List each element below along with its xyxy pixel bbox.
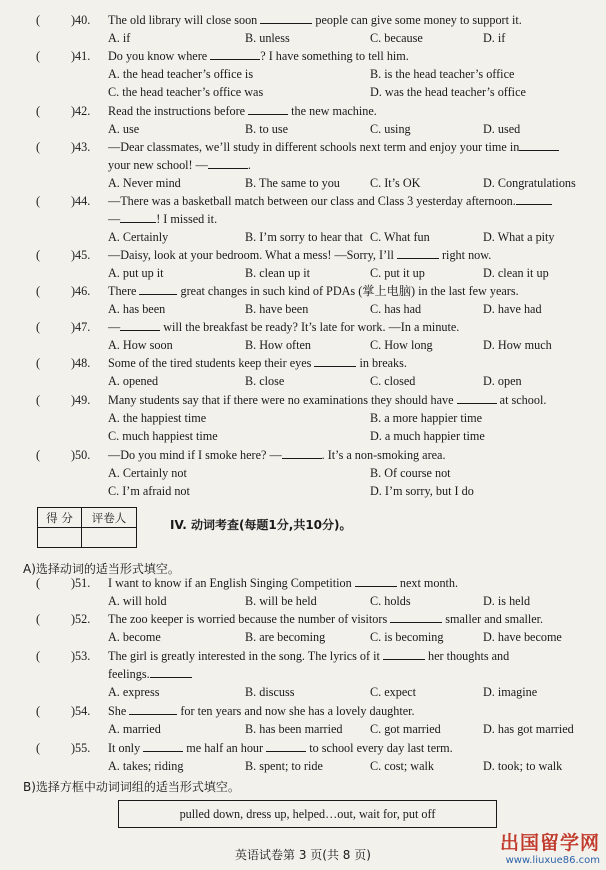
stem-text: She — [108, 704, 130, 718]
answer-blank[interactable] — [282, 446, 322, 459]
option-a[interactable]: A. put up it — [108, 266, 164, 280]
word-box: pulled down, dress up, helped…out, wait for, put off — [118, 800, 497, 828]
option-d[interactable]: D. used — [483, 122, 521, 136]
answer-blank[interactable] — [248, 102, 288, 115]
question-40 — [0, 11, 606, 45]
option-c[interactable]: C. put it up — [370, 266, 425, 280]
question-stem — [108, 47, 409, 65]
option-c[interactable]: C. cost; walk — [370, 759, 434, 773]
option-b[interactable]: B. unless — [245, 31, 290, 45]
answer-paren[interactable]: ( — [36, 320, 41, 334]
grader-label: 评卷人 — [82, 508, 137, 528]
part-a-title: A)选择动词的适当形式填空。 — [23, 562, 180, 576]
question-number: )44. — [71, 194, 91, 208]
question-51 — [0, 574, 606, 608]
option-b[interactable]: B. a more happier time — [370, 411, 483, 425]
option-a[interactable]: A. express — [108, 685, 160, 699]
answer-blank[interactable] — [139, 282, 177, 295]
question-line — [0, 192, 606, 210]
question-54 — [0, 702, 606, 736]
option-b[interactable]: B. spent; to ride — [245, 759, 323, 773]
answer-paren[interactable]: ( — [36, 612, 41, 626]
stem-text: great changes in such kind of PDAs (掌上电脑) in the last few years. — [177, 284, 519, 298]
stem-text: —Dear classmates, we’ll study in different schools next term and enjoy your time in — [108, 140, 520, 154]
question-number: )51. — [71, 576, 91, 590]
stem-text: Read the instructions before — [108, 104, 249, 118]
option-d[interactable]: D. I’m sorry, but I do — [370, 484, 474, 498]
question-stem-cont — [108, 210, 217, 228]
option-c[interactable]: C. much happiest time — [108, 429, 218, 443]
question-line — [0, 610, 606, 628]
stem-text: Do you know where — [108, 49, 211, 63]
answer-paren[interactable]: ( — [36, 140, 41, 154]
answer-paren[interactable]: ( — [36, 741, 41, 755]
answer-blank[interactable] — [120, 318, 160, 331]
part-b-title: B)选择方框中动词词组的适当形式填空。 — [23, 780, 240, 794]
stem-text: The old library will close soon — [108, 13, 261, 27]
option-b[interactable]: B. How often — [245, 338, 312, 352]
question-line-2 — [0, 210, 606, 228]
stem-text: right now. — [438, 248, 492, 262]
option-b[interactable]: B. clean up it — [245, 266, 310, 280]
question-number: )50. — [71, 448, 91, 462]
option-a[interactable]: A. use — [108, 122, 140, 136]
answer-blank[interactable] — [314, 354, 356, 367]
question-number: )48. — [71, 356, 91, 370]
question-line — [0, 391, 606, 409]
question-line — [0, 138, 606, 156]
question-stem — [108, 102, 377, 120]
question-line — [0, 574, 606, 592]
question-number: )55. — [71, 741, 91, 755]
option-a[interactable]: A. Certainly not — [108, 466, 187, 480]
stem-text: It only — [108, 741, 144, 755]
answer-paren[interactable]: ( — [36, 284, 41, 298]
answer-paren[interactable]: ( — [36, 248, 41, 262]
question-stem-cont — [108, 156, 251, 174]
question-number: )53. — [71, 649, 91, 663]
score-cell — [38, 528, 82, 548]
option-a[interactable]: A. become — [108, 630, 161, 644]
option-a[interactable]: A. opened — [108, 374, 159, 388]
question-line-2 — [0, 156, 606, 174]
stem-text: —Daisy, look at your bedroom. What a mess! —Sorry, I’ll — [108, 248, 397, 262]
stem-text: at school. — [496, 393, 547, 407]
answer-paren[interactable]: ( — [36, 104, 41, 118]
answer-paren[interactable]: ( — [36, 649, 41, 663]
question-46 — [0, 282, 606, 316]
stem-text: — — [108, 320, 121, 334]
option-d[interactable]: D. have had — [483, 302, 542, 316]
answer-blank[interactable] — [210, 47, 260, 60]
option-c[interactable]: C. has had — [370, 302, 422, 316]
stem-text: —Do you mind if I smoke here? — — [108, 448, 282, 462]
option-a[interactable]: A. Never mind — [108, 176, 181, 190]
option-d[interactable]: D. have become — [483, 630, 562, 644]
question-line — [0, 739, 606, 757]
stem-text: ! I missed it. — [156, 212, 218, 226]
stem-text: — — [108, 212, 121, 226]
question-line — [0, 282, 606, 300]
question-line — [0, 318, 606, 336]
question-stem — [108, 391, 546, 409]
question-stem — [108, 702, 415, 720]
option-b[interactable]: B. will be held — [245, 594, 317, 608]
watermark-url: www.liuxue86.com — [505, 855, 600, 866]
answer-paren[interactable]: ( — [36, 13, 41, 27]
question-43 — [0, 138, 606, 190]
option-a[interactable]: A. takes; riding — [108, 759, 184, 773]
question-47 — [0, 318, 606, 352]
score-table — [37, 507, 137, 548]
option-d[interactable]: D. has got married — [483, 722, 574, 736]
option-c[interactable]: C. How long — [370, 338, 433, 352]
question-stem — [108, 739, 453, 757]
option-b[interactable]: B. I’m sorry to hear that — [245, 230, 363, 244]
question-52 — [0, 610, 606, 644]
option-b[interactable]: B. Of course not — [370, 466, 451, 480]
stem-text: next month. — [396, 576, 459, 590]
question-line-2 — [0, 665, 606, 683]
question-stem — [108, 246, 491, 264]
answer-blank[interactable] — [260, 11, 312, 24]
option-b[interactable]: B. is the head teacher’s office — [370, 67, 515, 81]
option-d[interactable]: D. is held — [483, 594, 531, 608]
answer-blank[interactable] — [457, 391, 497, 404]
question-stem — [108, 11, 522, 29]
answer-paren[interactable]: ( — [36, 49, 41, 63]
section-title: IV. 动词考查(每题1分,共10分)。 — [170, 518, 352, 532]
option-a[interactable]: A. will hold — [108, 594, 167, 608]
page-footer: 英语试卷第 3 页(共 8 页) — [235, 848, 371, 862]
question-44 — [0, 192, 606, 244]
option-d[interactable]: D. How much — [483, 338, 552, 352]
answer-blank[interactable] — [120, 210, 156, 223]
question-stem — [108, 318, 459, 336]
question-stem — [108, 647, 509, 665]
answer-blank[interactable] — [143, 739, 183, 752]
answer-blank[interactable] — [355, 574, 397, 587]
answer-blank[interactable] — [266, 739, 306, 752]
stem-text: to school every day last term. — [306, 741, 453, 755]
question-number: )52. — [71, 612, 91, 626]
question-number: )41. — [71, 49, 91, 63]
question-line — [0, 102, 606, 120]
answer-blank[interactable] — [390, 610, 442, 623]
question-line — [0, 702, 606, 720]
option-b[interactable]: B. are becoming — [245, 630, 326, 644]
question-number: )54. — [71, 704, 91, 718]
stem-text: . — [247, 158, 251, 172]
option-b[interactable]: B. to use — [245, 122, 288, 136]
question-line — [0, 446, 606, 464]
stem-text: feelings. — [108, 667, 150, 681]
stem-text: me half an hour — [183, 741, 267, 755]
question-stem — [108, 354, 407, 372]
option-a[interactable]: A. the happiest time — [108, 411, 207, 425]
option-d[interactable]: D. clean it up — [483, 266, 549, 280]
option-a[interactable]: A. Certainly — [108, 230, 169, 244]
question-number: )46. — [71, 284, 91, 298]
stem-text: her thoughts and — [424, 649, 510, 663]
option-b[interactable]: B. have been — [245, 302, 309, 316]
score-label: 得 分 — [38, 508, 82, 528]
answer-blank[interactable] — [208, 156, 248, 169]
option-c[interactable]: C. using — [370, 122, 411, 136]
answer-paren[interactable]: ( — [36, 393, 41, 407]
question-number: )47. — [71, 320, 91, 334]
option-c[interactable]: C. It’s OK — [370, 176, 421, 190]
option-a[interactable]: A. the head teacher’s office is — [108, 67, 254, 81]
option-a[interactable]: A. if — [108, 31, 131, 45]
question-stem — [108, 610, 543, 628]
answer-blank[interactable] — [150, 665, 192, 678]
answer-paren[interactable]: ( — [36, 448, 41, 462]
option-c[interactable]: C. got married — [370, 722, 441, 736]
answer-paren[interactable]: ( — [36, 194, 41, 208]
question-42 — [0, 102, 606, 136]
option-c[interactable]: C. holds — [370, 594, 411, 608]
question-41 — [0, 47, 606, 99]
stem-text: There — [108, 284, 140, 298]
option-c[interactable]: C. because — [370, 31, 423, 45]
question-number: )40. — [71, 13, 91, 27]
question-stem — [108, 282, 519, 300]
question-line — [0, 47, 606, 65]
stem-text: Some of the tired students keep their eyes — [108, 356, 315, 370]
answer-blank[interactable] — [129, 702, 177, 715]
question-stem — [108, 192, 552, 210]
option-c[interactable]: C. the head teacher’s office was — [108, 85, 264, 99]
option-b[interactable]: B. discuss — [245, 685, 295, 699]
question-55 — [0, 739, 606, 773]
question-50 — [0, 446, 606, 498]
stem-text: I want to know if an English Singing Competition — [108, 576, 355, 590]
watermark-logo — [500, 828, 600, 866]
question-stem — [108, 574, 458, 592]
option-c[interactable]: C. I’m afraid not — [108, 484, 190, 498]
grader-cell — [82, 528, 137, 548]
option-b[interactable]: B. close — [245, 374, 285, 388]
option-c[interactable]: C. is becoming — [370, 630, 444, 644]
answer-paren[interactable]: ( — [36, 704, 41, 718]
option-d[interactable]: D. Congratulations — [483, 176, 576, 190]
stem-text: for ten years and now she has a lovely daughter. — [177, 704, 415, 718]
question-49 — [0, 391, 606, 443]
option-c[interactable]: C. What fun — [370, 230, 430, 244]
option-d[interactable]: D. if — [483, 31, 506, 45]
question-line — [0, 354, 606, 372]
question-line — [0, 647, 606, 665]
option-d[interactable]: D. a much happier time — [370, 429, 485, 443]
question-line — [0, 246, 606, 264]
option-b[interactable]: B. The same to you — [245, 176, 340, 190]
answer-blank[interactable] — [383, 647, 425, 660]
option-b[interactable]: B. has been married — [245, 722, 343, 736]
question-number: )45. — [71, 248, 91, 262]
option-d[interactable]: D. took; to walk — [483, 759, 563, 773]
stem-text: Many students say that if there were no examinations they should have — [108, 393, 457, 407]
option-d[interactable]: D. What a pity — [483, 230, 555, 244]
answer-blank[interactable] — [397, 246, 439, 259]
question-53 — [0, 647, 606, 699]
stem-text: smaller and smaller. — [442, 612, 544, 626]
answer-blank[interactable] — [516, 192, 552, 205]
question-45 — [0, 246, 606, 280]
option-d[interactable]: D. open — [483, 374, 522, 388]
question-48 — [0, 354, 606, 388]
answer-blank[interactable] — [519, 138, 559, 151]
stem-text: in breaks. — [356, 356, 407, 370]
stem-text: your new school! — — [108, 158, 208, 172]
question-number: )43. — [71, 140, 91, 154]
stem-text: people can give some money to support it. — [312, 13, 522, 27]
option-c[interactable]: C. expect — [370, 685, 417, 699]
answer-paren[interactable]: ( — [36, 356, 41, 370]
option-c[interactable]: C. closed — [370, 374, 416, 388]
stem-text: the new machine. — [288, 104, 377, 118]
answer-paren[interactable]: ( — [36, 576, 41, 590]
question-number: )42. — [71, 104, 91, 118]
stem-text: —There was a basketball match between our class and Class 3 yesterday afternoon. — [108, 194, 516, 208]
stem-text: ? I have something to tell him. — [260, 49, 409, 63]
question-line — [0, 11, 606, 29]
stem-text: The girl is greatly interested in the song. The lyrics of it — [108, 649, 383, 663]
stem-text: will the breakfast be ready? It’s late for work. —In a minute. — [160, 320, 460, 334]
stem-text: . It’s a non-smoking area. — [321, 448, 446, 462]
option-a[interactable]: A. How soon — [108, 338, 173, 352]
question-number: )49. — [71, 393, 91, 407]
option-d[interactable]: D. was the head teacher’s office — [370, 85, 526, 99]
option-a[interactable]: A. married — [108, 722, 161, 736]
question-stem — [108, 446, 446, 464]
question-stem-cont — [108, 665, 192, 683]
watermark-text: 出国留学网 — [499, 832, 600, 854]
option-d[interactable]: D. imagine — [483, 685, 538, 699]
stem-text: The zoo keeper is worried because the number of visitors — [108, 612, 391, 626]
option-a[interactable]: A. has been — [108, 302, 166, 316]
question-stem — [108, 138, 559, 156]
